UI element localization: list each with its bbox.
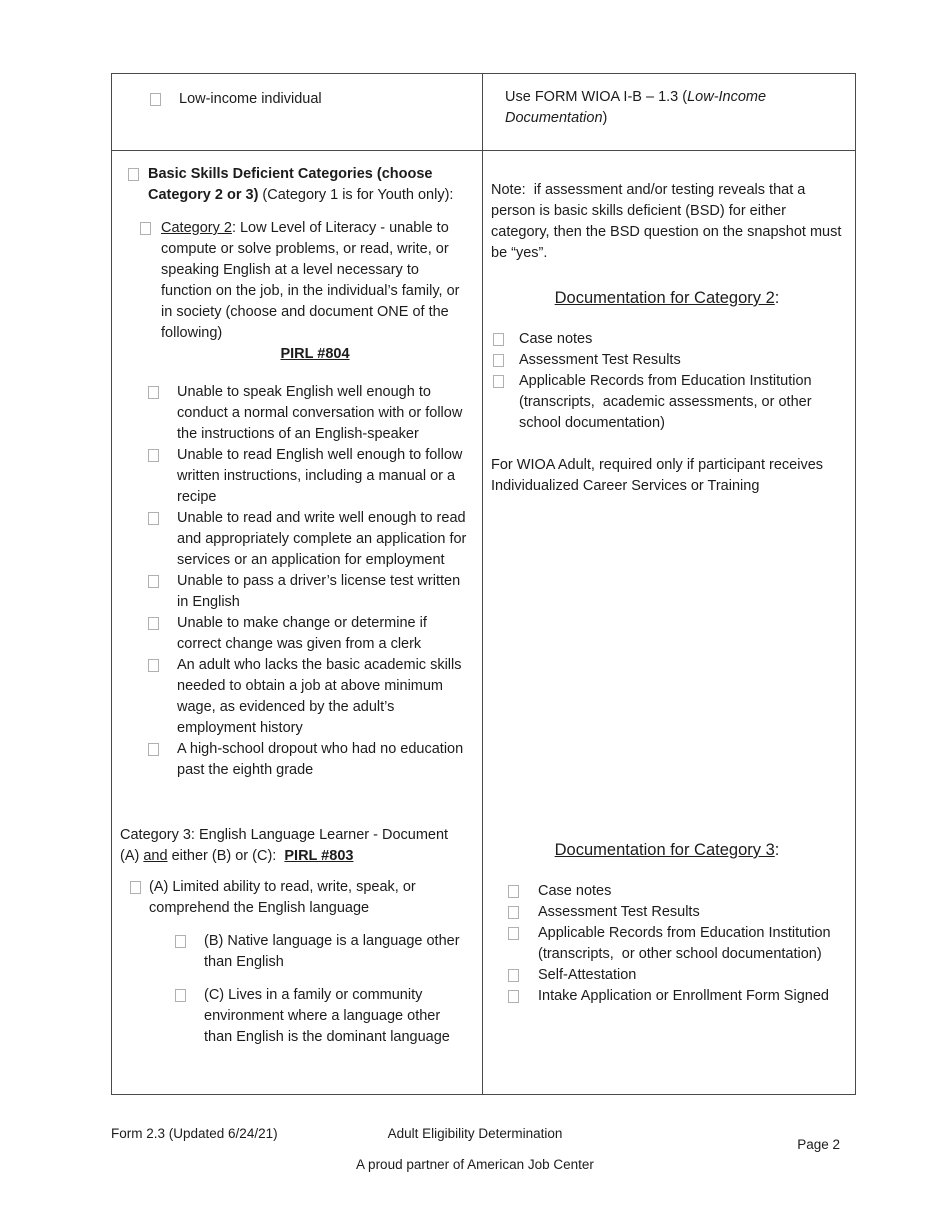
category2-label: Category 2 (161, 220, 232, 236)
checkbox-label: Unable to read and write well enough to read and appropriately complete an application for services or an application for employment (177, 510, 471, 568)
category2-text: Category 2: Low Level of Literacy - unable to compute or solve problems, or read, write, or speaking English at a level necessary to function on the job, in the individual’s family, or in society (choose and document ONE of the following) PIRL #804 (161, 220, 464, 362)
category3-item-b (175, 931, 469, 973)
bsd-header-item (128, 164, 469, 206)
pirl-803-ref: PIRL #803 (284, 848, 354, 864)
checkbox-item (508, 986, 843, 1007)
cell-bsd-categories (112, 150, 482, 1094)
checkbox-label: (C) Lives in a family or community environment where a language other than English is the dominant language (204, 987, 450, 1045)
cell-low-income-doc (482, 74, 855, 150)
checkbox-icon[interactable] (128, 168, 139, 181)
checkbox-item (508, 902, 843, 923)
checkbox-item (493, 329, 843, 350)
bsd-header-label: Basic Skills Deficient Categories (choose Category 2 or 3) (Category 1 is for Youth only): (148, 166, 454, 203)
checkbox-label: Unable to speak English well enough to conduct a normal conversation with or follow the instructions of an English-speaker (177, 384, 467, 442)
low-income-label: Low-income individual (179, 91, 322, 107)
checkbox-icon[interactable] (130, 881, 141, 894)
bsd-note: Note: if assessment and/or testing reveals that a person is basic skills deficient (BSD) for either category, then the BSD question on the snapshot must be “yes”. (491, 182, 846, 261)
eligibility-table (111, 73, 856, 1095)
checkbox-label: Unable to make change or determine if correct change was given from a clerk (177, 615, 431, 652)
category2-item (140, 218, 469, 365)
checkbox-icon[interactable] (148, 743, 159, 756)
checkbox-item (508, 881, 843, 902)
category3-item-c (175, 985, 469, 1048)
checkbox-label: (B) Native language is a language other than English (204, 933, 464, 970)
checkbox-icon[interactable] (493, 375, 504, 388)
checkbox-label: Self-Attestation (538, 967, 637, 983)
checkbox-label: (A) Limited ability to read, write, speak, or comprehend the English language (149, 879, 420, 916)
checkbox-item (148, 445, 469, 508)
checkbox-label: Unable to read English well enough to follow written instructions, including a manual or a recipe (177, 447, 467, 505)
category2-options-list (120, 382, 469, 781)
checkbox-icon[interactable] (508, 927, 519, 940)
footer-page-number: Page 2 (797, 1137, 840, 1152)
cell-low-income (112, 74, 482, 150)
checkbox-icon[interactable] (508, 906, 519, 919)
checkbox-item (148, 508, 469, 571)
checkbox-item (148, 613, 469, 655)
checkbox-icon[interactable] (175, 935, 186, 948)
checkbox-icon[interactable] (148, 512, 159, 525)
checkbox-icon[interactable] (175, 989, 186, 1002)
checkbox-label: Unable to pass a driver’s license test written in English (177, 573, 465, 610)
category3-intro: Category 3: English Language Learner - Document (A) and either (B) or (C): PIRL #803 (120, 827, 453, 864)
checkbox-icon[interactable] (148, 386, 159, 399)
checkbox-item (493, 371, 843, 434)
category2-doc-list (491, 329, 843, 434)
cell-bsd-documentation (482, 150, 855, 1094)
checkbox-item (508, 965, 843, 986)
low-income-item (150, 89, 472, 110)
checkbox-label: Case notes (519, 331, 593, 347)
category3-doc-list (491, 881, 843, 1007)
checkbox-label: Case notes (538, 883, 612, 899)
checkbox-item (148, 382, 469, 445)
category3-item-a (130, 877, 469, 919)
checkbox-icon[interactable] (493, 333, 504, 346)
checkbox-item (148, 571, 469, 613)
footer-title: Adult Eligibility Determination (387, 1126, 563, 1141)
checkbox-label: Applicable Records from Education Institution (transcripts, academic assessments, or other school documentation) (519, 373, 816, 431)
checkbox-label: Applicable Records from Education Institution (transcripts, or other school documentation) (538, 925, 835, 962)
checkbox-icon[interactable] (148, 659, 159, 672)
checkbox-label: Assessment Test Results (538, 904, 700, 920)
checkbox-item (148, 739, 469, 781)
pirl-804-ref: PIRL #804 (280, 346, 350, 362)
footer-form-number: Form 2.3 (Updated 6/24/21) (111, 1126, 278, 1141)
checkbox-icon[interactable] (493, 354, 504, 367)
checkbox-icon[interactable] (148, 575, 159, 588)
checkbox-label: An adult who lacks the basic academic skills needed to obtain a job at above minimum wage, as evidenced by the adult’s employment history (177, 657, 466, 736)
footer-partner-text: A proud partner of American Job Center (356, 1157, 594, 1172)
checkbox-icon[interactable] (508, 969, 519, 982)
checkbox-item (493, 350, 843, 371)
documentation-category3-heading: Documentation for Category 3: (554, 841, 780, 859)
checkbox-label: Assessment Test Results (519, 352, 681, 368)
checkbox-label: Intake Application or Enrollment Form Signed (538, 988, 829, 1004)
checkbox-label: A high-school dropout who had no education past the eighth grade (177, 741, 468, 778)
checkbox-item (148, 655, 469, 739)
form-name-italic: Low-Income Documentation (505, 89, 771, 126)
checkbox-icon[interactable] (148, 617, 159, 630)
checkbox-icon[interactable] (150, 93, 161, 106)
checkbox-item (508, 923, 843, 965)
use-form-text: Use FORM WIOA I-B – 1.3 (Low-Income Documentation) (505, 89, 771, 126)
documentation-category2-heading: Documentation for Category 2: (554, 289, 780, 307)
checkbox-icon[interactable] (140, 222, 151, 235)
checkbox-icon[interactable] (148, 449, 159, 462)
checkbox-icon[interactable] (508, 990, 519, 1003)
checkbox-icon[interactable] (508, 885, 519, 898)
wioa-adult-note: For WIOA Adult, required only if participant receives Individualized Career Services or Training (491, 457, 828, 494)
